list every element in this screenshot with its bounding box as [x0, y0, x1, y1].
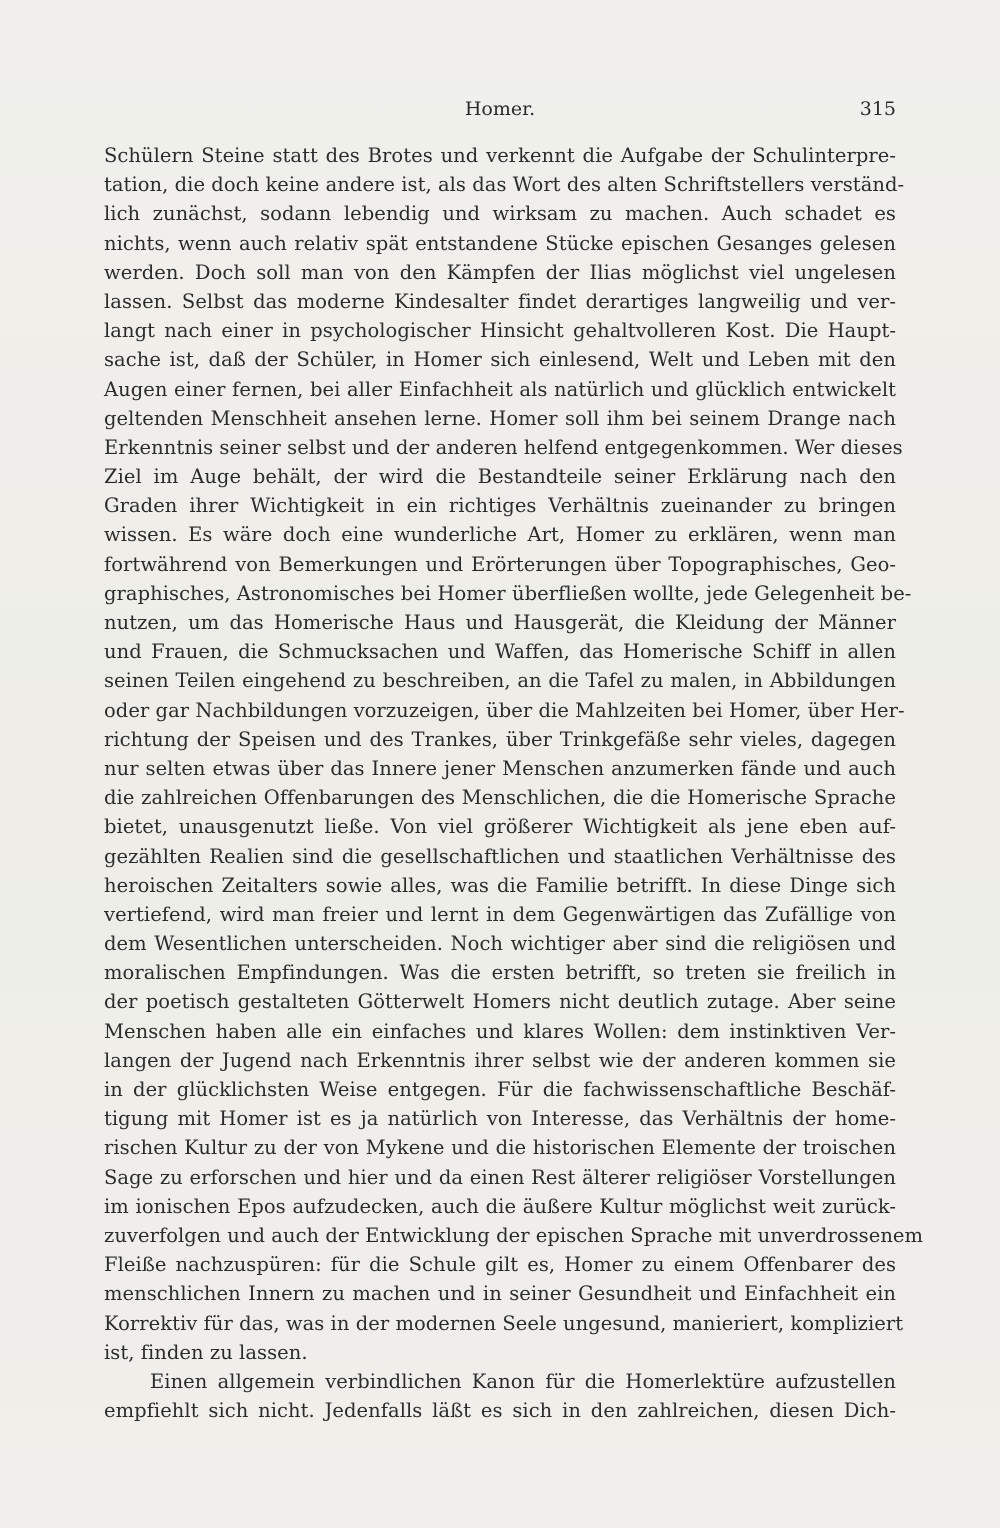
text-line: empfiehlt sich nicht. Jedenfalls läßt es sich in den zahlreichen, diesen Dich- [104, 1399, 896, 1423]
text-line: sache ist, daß der Schüler, in Homer sich einlesend, Welt und Leben mit den [104, 348, 896, 372]
text-line: lassen. Selbst das moderne Kindesalter findet derartiges langweilig und ver- [104, 289, 896, 313]
text-line: ist, finden zu lassen. [104, 1340, 308, 1364]
text-line: richtung der Speisen und des Trankes, über Trinkgefäße sehr vieles, dagegen [104, 727, 896, 751]
text-line: die zahlreichen Offenbarungen des Menschlichen, die die Homerische Sprache [104, 786, 896, 810]
text-line: in der glücklichsten Weise entgegen. Für die fachwissenschaftliche Beschäf- [104, 1078, 896, 1101]
text-line: fortwährend von Bemerkungen und Erörterungen über Topographisches, Geo- [104, 552, 896, 576]
text-line: vertiefend, wird man freier und lernt in dem Gegenwärtigen das Zufällige von [104, 902, 896, 926]
text-line: Menschen haben alle ein einfaches und klares Wollen: dem instinktiven Ver- [104, 1019, 896, 1043]
text-line: gezählten Realien sind die gesellschaftlichen und staatlichen Verhältnisse des [104, 844, 896, 868]
text-line: moralischen Empfindungen. Was die ersten betrifft, so treten sie freilich in [104, 961, 896, 985]
page-header [104, 94, 896, 124]
text-line: Graden ihrer Wichtigkeit in ein richtiges Verhältnis zueinander zu bringen [104, 494, 896, 518]
text-line: lich zunächst, sodann lebendig und wirksam zu machen. Auch schadet es [104, 202, 896, 226]
text-line: nur selten etwas über das Innere jener Menschen anzumerken fände und auch [104, 756, 896, 780]
text-line: tigung mit Homer ist es ja natürlich von Interesse, das Verhältnis der home- [104, 1107, 896, 1131]
text-line: Augen einer fernen, bei aller Einfachheit als natürlich und glücklich entwickelt [104, 377, 896, 401]
text-line: zuverfolgen und auch der Entwicklung der epischen Sprache mit unverdrossenem [104, 1223, 924, 1247]
text-line: Sage zu erforschen und hier und da einen Rest älterer religiöser Vorstellungen [104, 1165, 896, 1189]
text-line: langen der Jugend nach Erkenntnis ihrer selbst wie der anderen kommen sie [104, 1048, 896, 1072]
text-line: Fleiße nachzuspüren: für die Schule gilt es, Homer zu einem Offenbarer des [104, 1253, 896, 1277]
text-line: der poetisch gestalteten Götterwelt Homers nicht deutlich zutage. Aber seine [104, 990, 896, 1014]
text-line: nichts, wenn auch relativ spät entstandene Stücke epischen Gesanges gelesen [104, 231, 896, 255]
text-line: dem Wesentlichen unterscheiden. Noch wichtiger aber sind die religiösen und [104, 932, 896, 956]
text-line: rischen Kultur zu der von Mykene und die historischen Elemente der troischen [104, 1136, 896, 1160]
text-line: Korrektiv für das, was in der modernen Seele ungesund, manieriert, kompliziert [104, 1311, 904, 1335]
text-line: Erkenntnis seiner selbst und der anderen helfend entgegenkommen. Wer dieses [104, 435, 903, 459]
paragraph [104, 141, 924, 1367]
text-line: tation, die doch keine andere ist, als das Wort des alten Schriftstellers verständ- [104, 173, 905, 197]
text-line: und Frauen, die Schmucksachen und Waffen, das Homerische Schiff in allen [104, 640, 896, 664]
paragraph [104, 1367, 896, 1425]
page-number: 315 [859, 98, 896, 120]
body-text [104, 141, 924, 1425]
text-line: graphisches, Astronomisches bei Homer überfließen wollte, jede Gelegenheit be- [104, 581, 912, 605]
text-line: oder gar Nachbildungen vorzuzeigen, über die Mahlzeiten bei Homer, über Her- [104, 698, 905, 722]
text-line: werden. Doch soll man von den Kämpfen der Ilias möglichst viel ungelesen [104, 260, 896, 284]
text-line: wissen. Es wäre doch eine wunderliche Art, Homer zu erklären, wenn man [104, 523, 896, 547]
text-line: heroischen Zeitalters sowie alles, was die Familie betrifft. In diese Dinge sich [104, 873, 896, 897]
text-line: langt nach einer in psychologischer Hinsicht gehaltvolleren Kost. Die Haupt- [104, 319, 896, 343]
text-line: nutzen, um das Homerische Haus und Hausgerät, die Kleidung der Männer [104, 611, 896, 634]
text-line: im ionischen Epos aufzudecken, auch die äußere Kultur möglichst weit zurück- [104, 1194, 896, 1218]
text-line: bietet, unausgenutzt ließe. Von viel größerer Wichtigkeit als jene eben auf- [104, 815, 896, 839]
text-line: geltenden Menschheit ansehen lerne. Homer soll ihm bei seinem Drange nach [104, 406, 896, 430]
running-head: Homer. [464, 98, 536, 120]
text-line: Einen allgemein verbindlichen Kanon für die Homerlektüre aufzustellen [150, 1369, 896, 1393]
text-line: Ziel im Auge behält, der wird die Bestandteile seiner Erklärung nach den [104, 465, 896, 489]
text-line: seinen Teilen eingehend zu beschreiben, an die Tafel zu malen, in Abbildungen [104, 669, 896, 693]
text-line: Schülern Steine statt des Brotes und verkennt die Aufgabe der Schulinterpre- [104, 144, 896, 167]
text-line: menschlichen Innern zu machen und in seiner Gesundheit und Einfachheit ein [104, 1282, 896, 1306]
